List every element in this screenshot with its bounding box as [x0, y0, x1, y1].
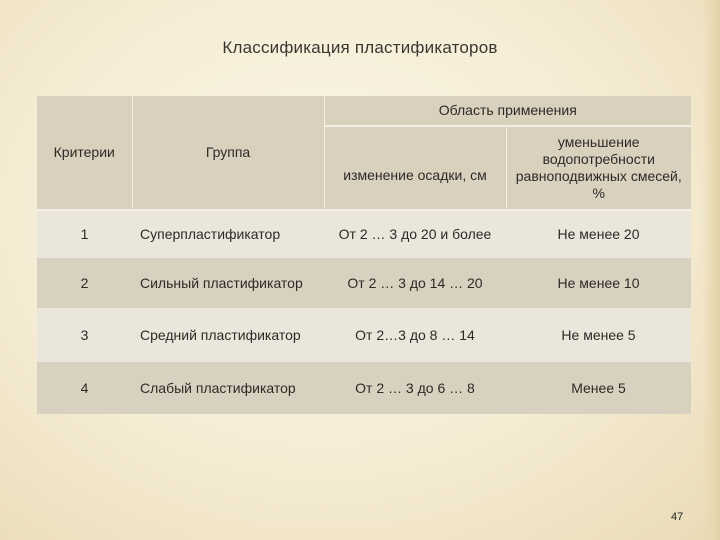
cell-slump: От 2 … 3 до 6 … 8 — [355, 379, 475, 396]
cell-water: Не менее 20 — [557, 226, 640, 242]
cell-group: Суперпластификатор — [140, 226, 281, 242]
cell-criteria: 4 — [80, 379, 89, 396]
cell-slump: От 2…3 до 8 … 14 — [355, 326, 475, 343]
header-water-demand-reduction: уменьшение водопотребности равноподвижных смесей, % — [506, 126, 691, 210]
plasticizer-classification-table — [37, 96, 691, 414]
cell-water: Не менее 10 — [557, 274, 640, 291]
header-criteria: Критерии — [37, 96, 132, 210]
cell-criteria: 3 — [80, 326, 89, 343]
table-row — [37, 362, 691, 414]
table-row — [37, 210, 691, 258]
page-number: 47 — [671, 511, 684, 523]
cell-slump: От 2 … 3 до 14 … 20 — [347, 274, 483, 291]
cell-criteria: 1 — [80, 226, 89, 242]
slide-title: Классификация пластификаторов — [222, 38, 498, 57]
decorative-right-band — [702, 0, 720, 540]
cell-group: Средний пластификатор — [140, 326, 301, 343]
cell-group: Слабый пластификатор — [140, 379, 296, 396]
header-group: Группа — [132, 96, 324, 210]
cell-water: Не менее 5 — [561, 326, 636, 343]
cell-slump: От 2 … 3 до 20 и более — [338, 226, 492, 242]
header-slump-change: изменение осадки, см — [324, 126, 506, 210]
table-row — [37, 258, 691, 308]
cell-water: Менее 5 — [571, 379, 626, 396]
header-application-area: Область применения — [324, 96, 691, 126]
cell-group: Сильный пластификатор — [140, 274, 303, 291]
table-row — [37, 308, 691, 362]
cell-criteria: 2 — [80, 274, 89, 291]
